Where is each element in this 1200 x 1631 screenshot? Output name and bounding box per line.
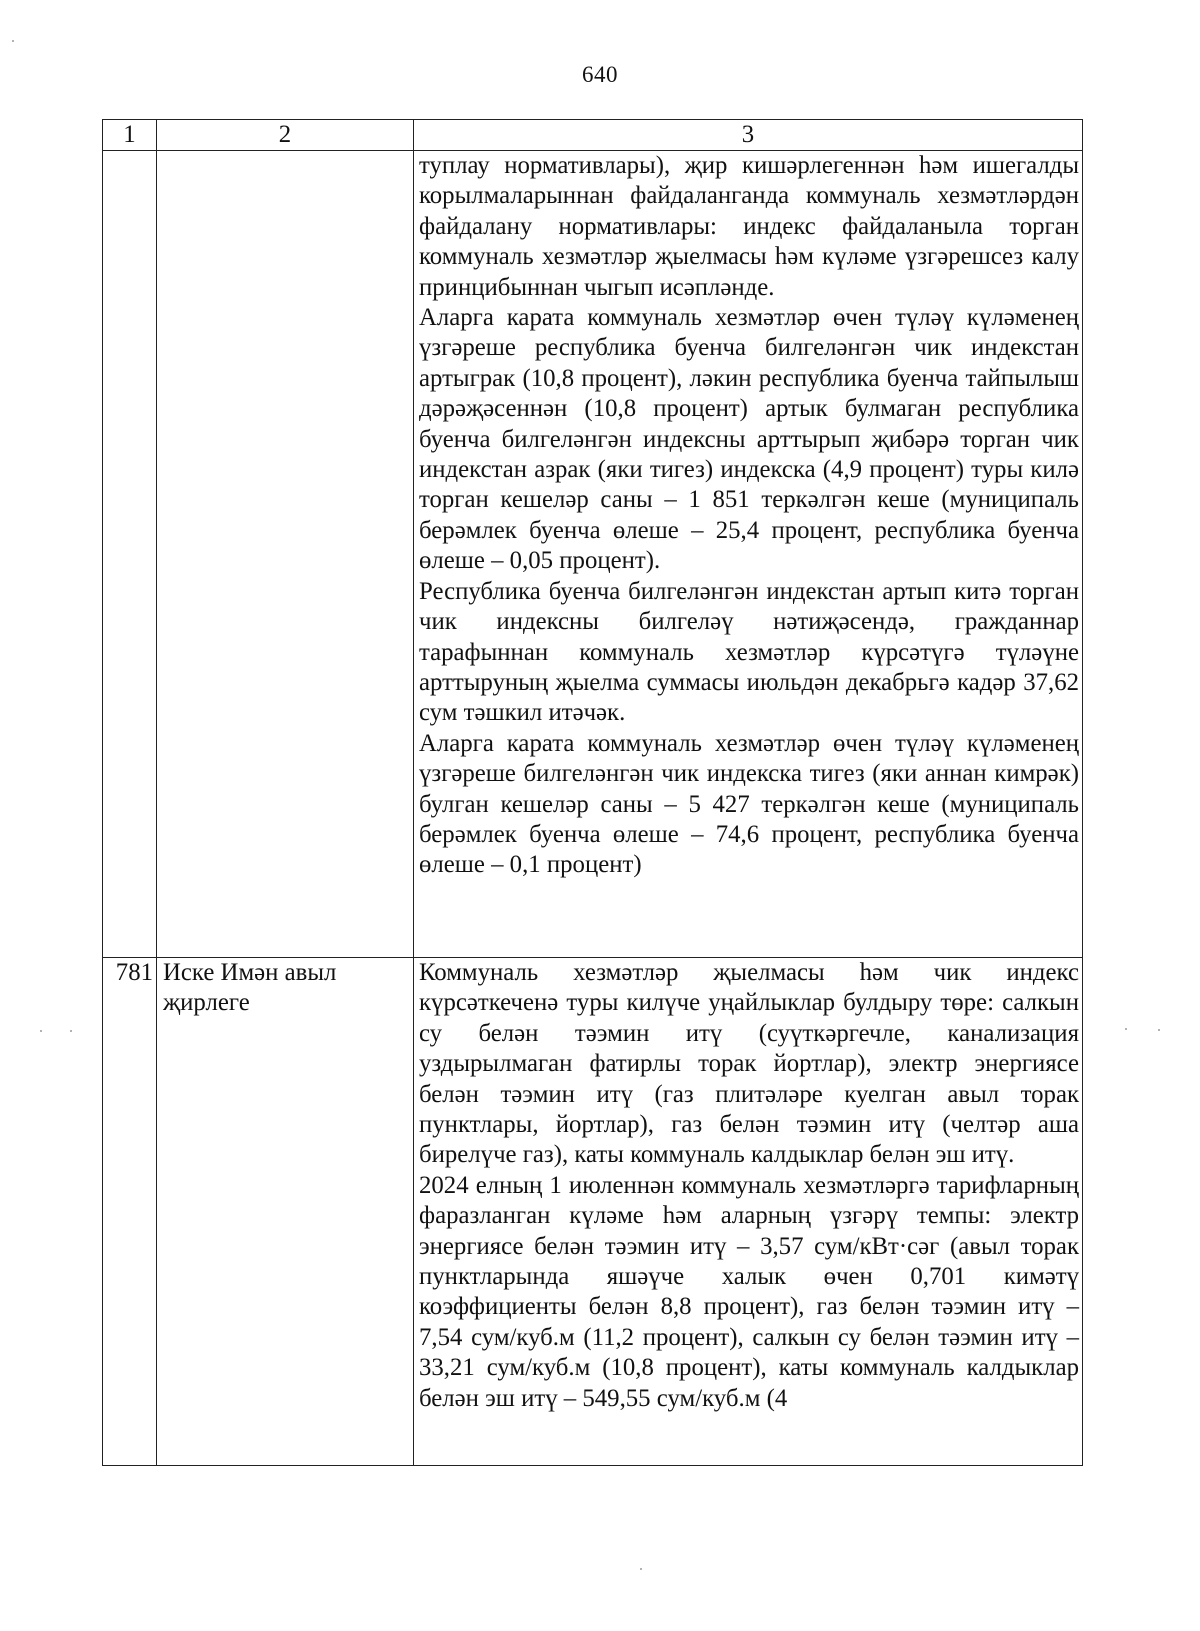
scan-speck [640, 1568, 642, 1570]
scan-speck [70, 1030, 72, 1032]
row-number: 781 [103, 958, 157, 1466]
scan-speck [1125, 1028, 1127, 1030]
paragraph: Аларга карата коммуналь хезмәтләр өчен түләү күләменең үзгәреше билгеләнгән чик индекска тигез (яки аннан кимрәк) булган кешеләр саны – 5 427 теркәлгән кеше (муниципаль берәмлек буенча өлеше – 74,6 процент, республика буенча өлеше – 0,1 процент) [419, 729, 1079, 879]
row-description [414, 151, 1083, 958]
paragraph: Республика буенча билгеләнгән индекстан артып китә торган чик индексны билгеләү нәтиҗәсендә, гражданнар тарафыннан коммуналь хезмәтләр күрсәтүгә түләүне арттыруның җыелма суммасы июльдән декабрьгә кадәр 37,62 сум тәшкил итәчәк. [419, 577, 1079, 727]
table-header-row [103, 120, 1083, 151]
paragraph: 2024 елның 1 июленнән коммуналь хезмәтләргә тарифларның фаразланган күләме һәм аларның үзгәрү темпы: электр энергиясе белән тәэмин итү – 3,57 сум/кВт·сәг (авыл торак пунктларында яшәүче халык өчен 0,701 кимәтү коэффициенты белән 8,8 процент), газ белән тәэмин итү – 7,54 сум/куб.м (11,2 процент), салкын су белән тәэмин итү – 33,21 сум/куб.м (10,8 процент), каты коммуналь калдыклар белән эш итү – 549,55 сум/куб.м (4 [419, 1171, 1079, 1412]
column-header-2: 2 [157, 120, 414, 151]
settlement-name [157, 151, 414, 958]
column-header-1: 1 [103, 120, 157, 151]
page-number: 640 [582, 62, 618, 87]
document-table [102, 119, 1083, 1466]
row-description [414, 958, 1083, 1466]
scan-speck [1158, 1029, 1160, 1031]
scan-speck [40, 1030, 42, 1032]
row-number [103, 151, 157, 958]
column-header-3: 3 [414, 120, 1083, 151]
scan-speck [12, 40, 14, 42]
paragraph: Аларга карата коммуналь хезмәтләр өчен түләү күләменең үзгәреше республика буенча билгеләнгән чик индекстан артыграк (10,8 процент), ләкин республика буенча тайпылыш дәрәҗәсеннән (10,8 процент) артык булмаган республика буенча билгеләнгән индексны арттырып җибәрә торган чик индекстан азрак (яки тигез) индекска (4,9 процент) туры килә торган кешеләр саны – 1 851 теркәлгән кеше (муниципаль берәмлек буенча өлеше – 25,4 процент, республика буенча өлеше – 0,05 процент). [419, 304, 1079, 575]
table-row [103, 151, 1083, 958]
paragraph: Коммуналь хезмәтләр җыелмасы һәм чик индекс күрсәткеченә туры килүче уңайлыклар булдыру төре: салкын су белән тәэмин итү (суүткәргечле, канализация уздырылмаган фатирлы торак йортлар), электр энергиясе белән тәэмин итү (газ плитәләре куелган авыл торак пунктлары, йортлар), газ белән тәэмин итү (челтәр аша бирелүче газ), каты коммуналь калдыклар белән эш итү. [419, 959, 1079, 1169]
paragraph: туплау нормативлары), җир кишәрлегеннән һәм ишегалды корылмаларыннан файдаланганда коммуналь хезмәтләрдән файдалану нормативлары: индекс файдаланыла торган коммуналь хезмәтләр җыелмасы һәм күләме үзгәрешсез калу принцибыннан чыгып исәпләнде. [419, 152, 1079, 301]
table-row [103, 958, 1083, 1466]
settlement-name: Иске Имән авыл җирлеге [157, 958, 414, 1466]
